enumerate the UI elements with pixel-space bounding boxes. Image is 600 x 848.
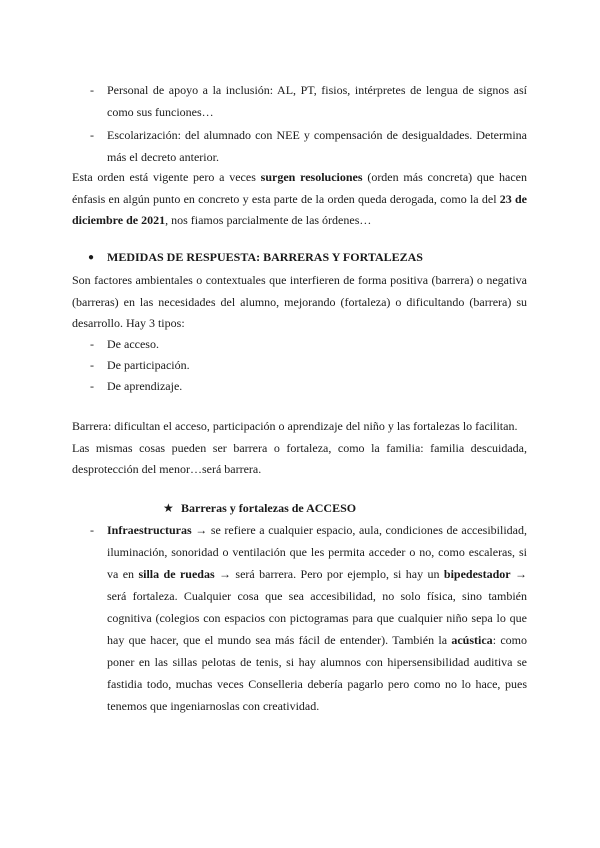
list-dash: - — [90, 523, 94, 537]
paragraph-line: desprotección del menor…será barrera. — [72, 462, 262, 476]
paragraph-line: Barrera: dificultan el acceso, participación o aprendizaje del niño y las fortalezas lo facilitan. — [72, 419, 518, 433]
paragraph-line: énfasis en algún punto en concreto y esta parte de la orden queda derogada, como la del 23 de — [72, 192, 527, 206]
list-dash: - — [90, 128, 94, 142]
list-item-line: más el decreto anterior. — [107, 150, 219, 164]
list-item-line: tenemos que ingeniarnoslas con creatividad. — [107, 699, 320, 713]
subsection-heading: Barreras y fortalezas de ACCESO — [181, 501, 357, 515]
star-icon: ★ — [163, 501, 174, 515]
bullet-icon: ● — [88, 252, 95, 263]
list-item-line: fastidia todo, muchas veces Conselleria debería pagarlo pero como no lo hace, pues — [107, 677, 527, 691]
list-dash: - — [90, 83, 94, 97]
list-item-line: Personal de apoyo a la inclusión: AL, PT, fisios, intérpretes de lengua de signos así — [107, 83, 527, 97]
paragraph-line: desarrollo. Hay 3 tipos: — [72, 316, 185, 330]
list-item: De participación. — [107, 358, 190, 372]
list-dash: - — [90, 358, 94, 372]
paragraph-line: Las mismas cosas pueden ser barrera o fortaleza, como la familia: familia descuidada, — [72, 441, 527, 455]
list-item-line: cognitiva (colegios con espacios con pictogramas para que cualquier niño sepa lo que — [107, 611, 527, 625]
list-item-line: Infraestructuras → se refiere a cualquier espacio, aula, condiciones de accesibilidad, — [107, 523, 527, 537]
list-dash: - — [90, 379, 94, 393]
list-item-line: como sus funciones… — [107, 105, 214, 119]
list-dash: - — [90, 337, 94, 351]
paragraph-line: Son factores ambientales o contextuales que interfieren de forma positiva (barrera) o negativa — [72, 273, 527, 287]
list-item-line: hay que hacer, que el mundo sea más fácil de entender). También la acústica: como — [107, 633, 527, 647]
section-heading: MEDIDAS DE RESPUESTA: BARRERAS Y FORTALEZAS — [107, 250, 423, 264]
list-item-line: poner en las sillas pelotas de tenis, si hay alumnos con hipersensibilidad auditiva se — [107, 655, 527, 669]
list-item: De acceso. — [107, 337, 159, 351]
paragraph-line: diciembre de 2021, nos fiamos parcialmente de las órdenes… — [72, 213, 372, 227]
list-item-line: Escolarización: del alumnado con NEE y compensación de desigualdades. Determina — [107, 128, 527, 142]
paragraph-line: Esta orden está vigente pero a veces surgen resoluciones (orden más concreta) que hacen — [72, 170, 527, 184]
list-item-line: iluminación, sonoridad o ventilación que les permita acceder o no, como escaleras, si — [107, 545, 527, 559]
paragraph-line: (barreras) en las necesidades del alumno, mejorando (fortaleza) o dificultando (barrera) su — [72, 295, 527, 309]
list-item-line: va en silla de ruedas → será barrera. Pero por ejemplo, si hay un bipedestador → — [107, 567, 528, 581]
list-item: De aprendizaje. — [107, 379, 183, 393]
list-item-line: será fortaleza. Cualquier cosa que sea accesibilidad, no solo física, sino también — [107, 589, 527, 603]
